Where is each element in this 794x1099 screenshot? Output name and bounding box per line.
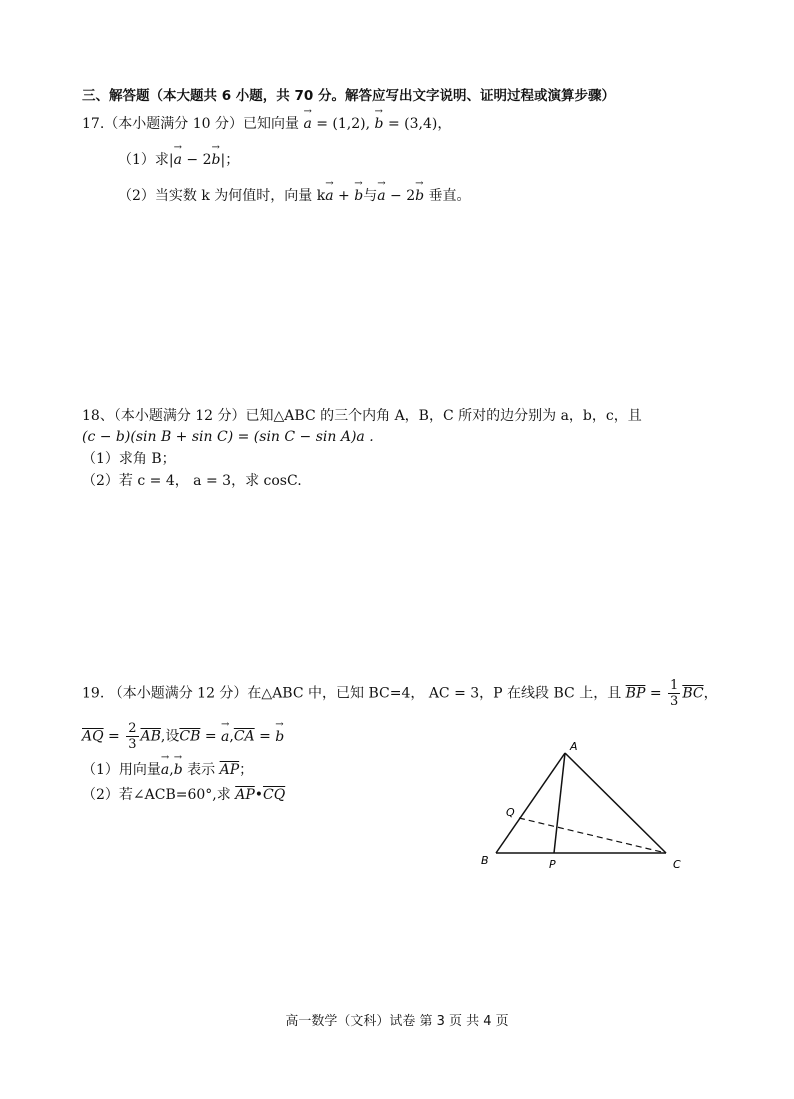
dot-product-symbol: • — [254, 787, 263, 803]
side-ac — [565, 753, 666, 853]
label-p: P — [549, 858, 556, 871]
vector-cb: $\overline{CB}$ — [179, 728, 201, 745]
question-17-part-1 — [118, 150, 239, 170]
vector-ca: $\overline{CA}$ — [233, 728, 255, 745]
q19-comma2: , — [229, 728, 234, 745]
q17-eq1: = (1,2), — [311, 116, 371, 132]
question-18-part-2: （2）若 c = 4， a = 3，求 cosC. — [82, 473, 302, 489]
q17-p1-mid: − 2 — [181, 152, 212, 168]
page-footer: 高一数学（文科）试卷 第 3 页 共 4 页 — [285, 1014, 509, 1029]
section-title: 三、解答题（本大题共 6 小题，共 70 分。解答应写出文字说明、证明过程或演算步骤） — [82, 88, 615, 104]
fraction-two-thirds — [126, 721, 138, 752]
vector-b: → b — [354, 186, 363, 206]
q19-p1-mid: 表示 — [182, 762, 220, 778]
vector-b: → b — [212, 150, 221, 170]
vector-bc: $\overline{BC}$ — [682, 685, 704, 702]
vector-cq: $\overline{CQ}$ — [263, 787, 286, 803]
vector-a: → a — [174, 150, 182, 170]
segment-cq-dashed — [519, 818, 666, 853]
label-b: B — [481, 854, 489, 867]
q17-eq2: = (3,4)， — [383, 116, 452, 132]
vector-aq: $\overline{AQ}$ — [82, 728, 104, 745]
q19-p1-suffix: ； — [239, 762, 254, 778]
vector-a: → a — [161, 760, 169, 780]
q19-p2-prefix: （2）若∠ACB=60°,求 — [82, 787, 236, 803]
q17-prefix: 17.（本小题满分 10 分）已知向量 — [82, 116, 299, 132]
label-q: Q — [506, 806, 515, 819]
frac-num: 1 — [670, 678, 679, 693]
vector-b: → b — [375, 114, 384, 134]
q19-eq-b: = — [254, 728, 276, 745]
vector-ab: $\overline{AB}$ — [140, 728, 161, 745]
question-18-part-1: （1）求角 B； — [82, 451, 176, 467]
q17-p1-prefix: （1）求| — [118, 152, 174, 168]
vector-ap: $\overline{AP}$ — [219, 762, 240, 778]
question-19-condition — [82, 721, 284, 752]
question-18-condition: (c − b)(sin B + sin C) = (sin C − sin A)a . — [82, 429, 374, 445]
vector-b: → b — [415, 186, 424, 206]
q19-prefix: 19. （本小题满分 12 分）在△ABC 中，已知 BC=4， AC = 3，P 在线段 BC 上，且 — [82, 685, 622, 702]
vector-b: → b — [275, 727, 284, 747]
question-17 — [82, 114, 451, 134]
q17-p1-suffix: |； — [220, 152, 240, 168]
side-ab — [496, 753, 565, 853]
question-18: 18、（本小题满分 12 分）已知△ABC 的三个内角 A，B，C 所对的边分别为 a，b，c，且 — [82, 408, 642, 424]
frac-num: 2 — [128, 721, 137, 736]
question-19-part-1 — [82, 760, 253, 780]
vector-bp: $\overline{BP}$ — [625, 685, 646, 702]
vector-ap: $\overline{AP}$ — [235, 787, 255, 803]
vector-a: → a — [303, 114, 311, 134]
label-c: C — [673, 858, 681, 871]
q19-eq: = — [645, 685, 667, 702]
frac-den: 3 — [670, 694, 679, 709]
label-a: A — [570, 740, 578, 753]
fraction-one-third — [668, 678, 680, 709]
frac-den: 3 — [128, 737, 137, 752]
q19-comma: ， — [703, 685, 718, 702]
question-19 — [82, 678, 718, 709]
vector-a: → a — [377, 186, 385, 206]
q17-p2-minus: − 2 — [385, 188, 416, 204]
q19-p1-comma: , — [169, 762, 174, 778]
vector-a: → a — [325, 186, 333, 206]
q19-p1-prefix: （1）用向量 — [82, 762, 161, 778]
q17-p2-with: 与 — [363, 188, 378, 204]
question-19-part-2 — [82, 785, 285, 805]
q17-p2-plus: + — [333, 188, 355, 204]
q19-set-text: ,设 — [160, 728, 180, 745]
triangle-figure — [470, 740, 700, 880]
q17-p2-prefix: （2）当实数 k 为何值时，向量 k — [118, 188, 326, 204]
q19-eq-a: = — [200, 728, 222, 745]
vector-b: → b — [174, 760, 183, 780]
segment-ap — [554, 753, 565, 853]
vector-a: → a — [221, 727, 229, 747]
question-17-part-2 — [118, 186, 471, 206]
q17-p2-suffix: 垂直。 — [424, 188, 471, 204]
q19-eq2: = — [103, 728, 125, 745]
